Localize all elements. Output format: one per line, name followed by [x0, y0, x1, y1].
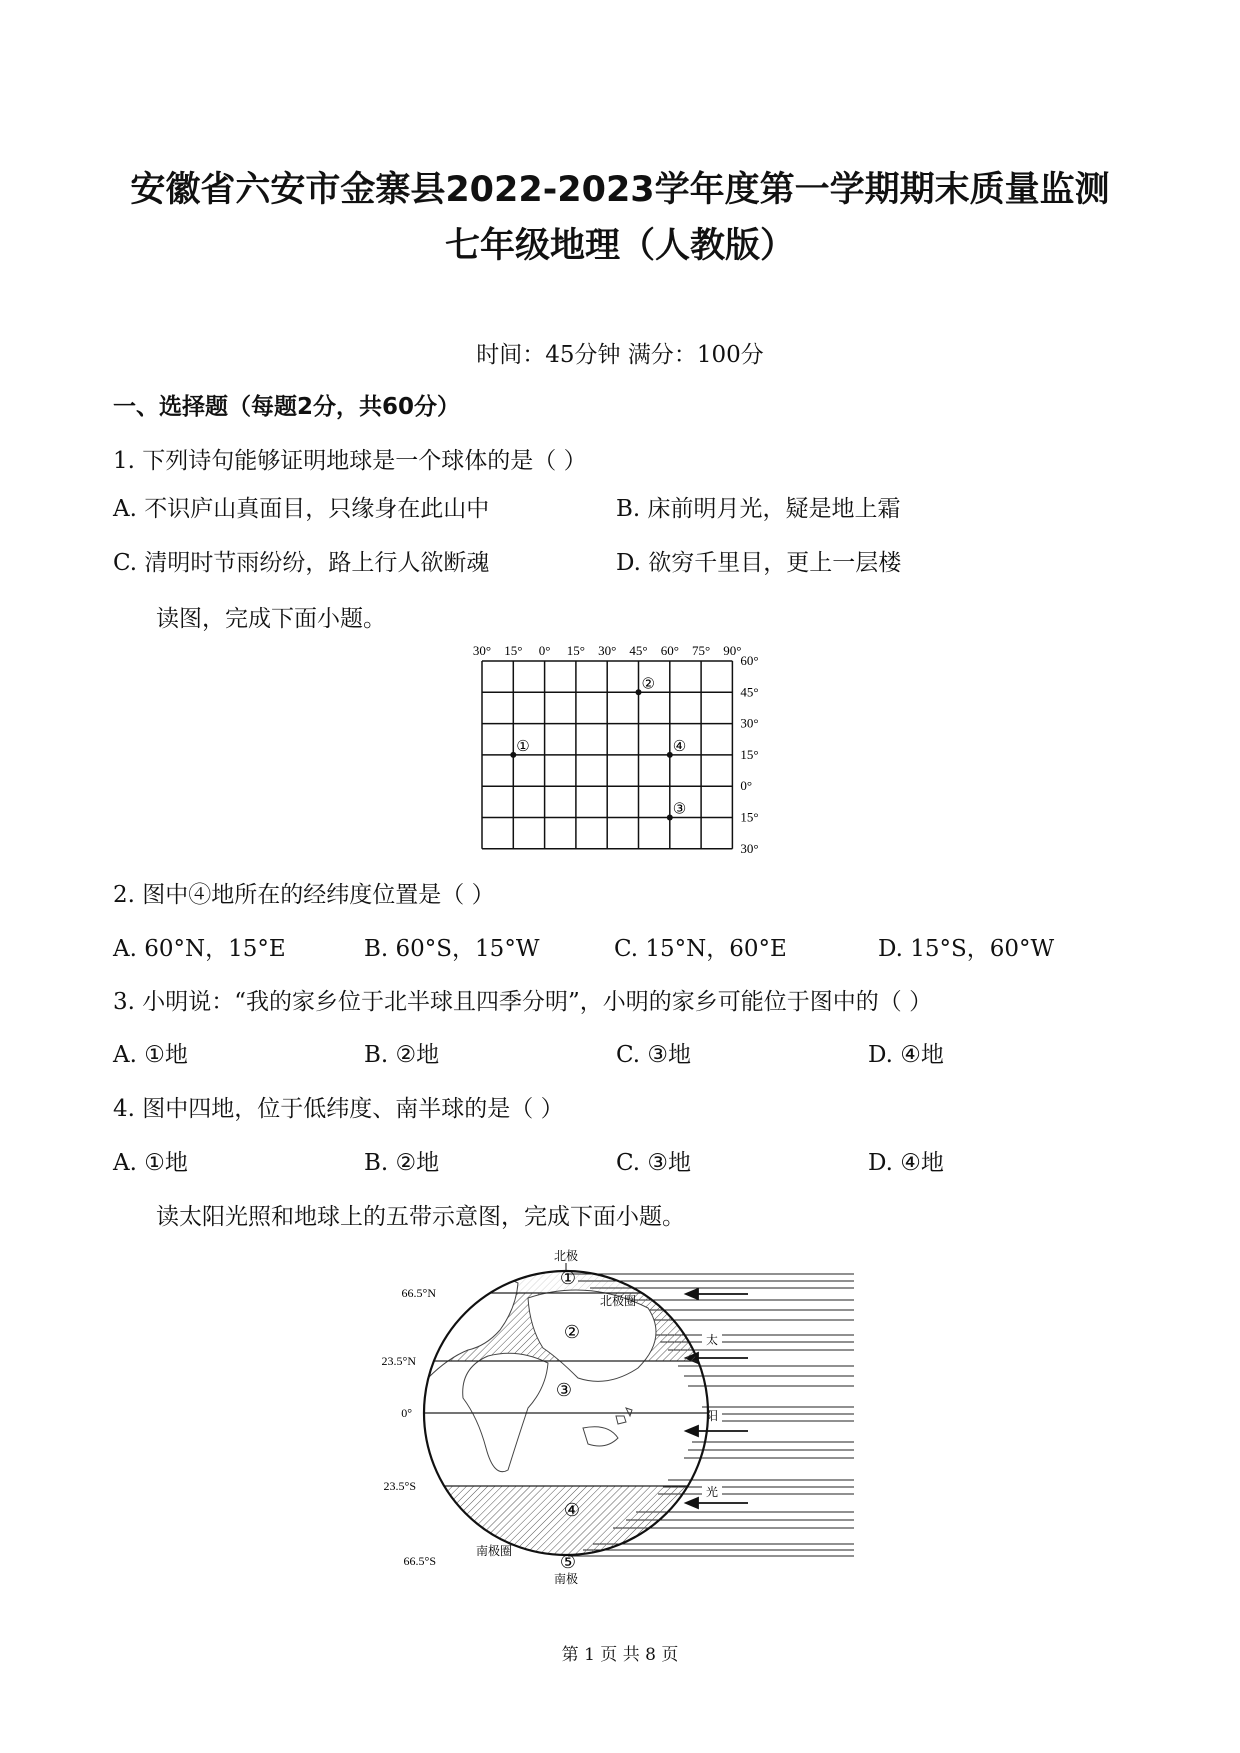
question-3-option-a: A. ①地 — [113, 1042, 188, 1068]
longitude-label: 30° — [598, 643, 617, 658]
sunlight-char: 太 — [705, 1333, 719, 1347]
grid-point-label: ② — [641, 674, 655, 693]
five-zones-diagram — [368, 1238, 868, 1588]
grid-point-label: ① — [516, 736, 530, 755]
longitude-label: 15° — [566, 643, 586, 658]
longitude-label: 30° — [472, 643, 492, 658]
sunlight-char: 阳 — [705, 1409, 719, 1423]
lat-label-66s: 66.5°S — [403, 1554, 436, 1568]
arctic-circle-label: 北极圈 — [600, 1294, 637, 1308]
page-footer: 第 1 页 共 8 页 — [561, 1645, 679, 1665]
lat-label-23n: 23.5°N — [381, 1354, 416, 1368]
question-3-option-c: C. ③地 — [616, 1042, 692, 1068]
longitude-label: 45° — [629, 643, 648, 658]
exam-info: 时间：45分钟 满分：100分 — [476, 342, 764, 368]
question-1-option-d: D. 欲穷千里目，更上一层楼 — [616, 550, 902, 576]
latitude-label: 45° — [740, 684, 759, 700]
lat-label-66n: 66.5°N — [401, 1286, 436, 1300]
longitude-labels — [473, 643, 742, 658]
zone-label-4: ④ — [563, 1500, 581, 1521]
question-2-option-c: C. 15°N，60°E — [614, 936, 787, 962]
latitude-label: 30° — [740, 715, 759, 731]
grid-point-label: ④ — [672, 736, 687, 755]
page-title: 安徽省六安市金寨县2022-2023学年度第一学期期末质量监测 — [130, 170, 1110, 210]
longitude-label: 60° — [660, 643, 679, 658]
grid-point-label: ③ — [672, 799, 687, 818]
question-3-stem: 3. 小明说：“我的家乡位于北半球且四季分明”，小明的家乡可能位于图中的（ ） — [113, 989, 933, 1015]
latitude-label: 60° — [740, 653, 759, 668]
longitude-label: 75° — [691, 643, 711, 658]
latitude-label: 15° — [740, 809, 759, 825]
north-pole-label: 北极 — [553, 1249, 579, 1263]
antarctic-circle-label: 南极圈 — [476, 1544, 513, 1558]
latitude-label: 0° — [740, 778, 753, 794]
south-pole-label: 南极 — [553, 1572, 579, 1586]
section-heading: 一、选择题（每题2分，共60分） — [113, 394, 461, 420]
question-2-option-b: B. 60°S，15°W — [364, 936, 540, 962]
question-2-stem: 2. 图中④地所在的经纬度位置是（ ） — [113, 882, 495, 908]
lat-lon-grid-map — [470, 636, 790, 856]
question-4-option-b: B. ②地 — [364, 1150, 440, 1176]
grid-points — [510, 674, 686, 820]
globe — [408, 1258, 728, 1588]
lat-label-equator: 0° — [401, 1406, 412, 1420]
question-1-option-b: B. 床前明月光，疑是地上霜 — [616, 496, 901, 522]
question-1-option-c: C. 清明时节雨纷纷，路上行人欲断魂 — [113, 550, 490, 576]
sunlight-char: 光 — [705, 1485, 719, 1499]
longitude-label: 0° — [538, 643, 551, 658]
latitude-label: 30° — [740, 840, 759, 856]
page-subtitle: 七年级地理（人教版） — [444, 226, 795, 266]
zone-label-1: ① — [559, 1268, 577, 1289]
zone-label-5: ⑤ — [559, 1552, 577, 1573]
read-instruction-2: 读太阳光照和地球上的五带示意图，完成下面小题。 — [156, 1204, 685, 1230]
read-instruction-1: 读图，完成下面小题。 — [156, 606, 386, 632]
question-4-option-a: A. ①地 — [113, 1150, 188, 1176]
question-3-option-d: D. ④地 — [868, 1042, 944, 1068]
longitude-label: 15° — [504, 643, 523, 658]
zone-label-2: ② — [563, 1322, 581, 1343]
question-4-option-c: C. ③地 — [616, 1150, 692, 1176]
question-4-option-d: D. ④地 — [868, 1150, 944, 1176]
question-2-option-d: D. 15°S，60°W — [878, 936, 1055, 962]
longitude-label: 90° — [723, 643, 742, 658]
question-1-option-a: A. 不识庐山真面目，只缘身在此山中 — [113, 496, 490, 522]
zone-label-3: ③ — [555, 1380, 573, 1401]
question-2-option-a: A. 60°N，15°E — [113, 936, 286, 962]
lat-label-23s: 23.5°S — [383, 1479, 416, 1493]
latitude-labels — [740, 653, 758, 856]
sunlight-arrows — [686, 1289, 748, 1508]
latitude-label: 15° — [740, 746, 759, 762]
question-1-stem: 1. 下列诗句能够证明地球是一个球体的是（ ） — [113, 448, 587, 474]
question-4-stem: 4. 图中四地，位于低纬度、南半球的是（ ） — [113, 1096, 564, 1122]
question-3-option-b: B. ②地 — [364, 1042, 440, 1068]
